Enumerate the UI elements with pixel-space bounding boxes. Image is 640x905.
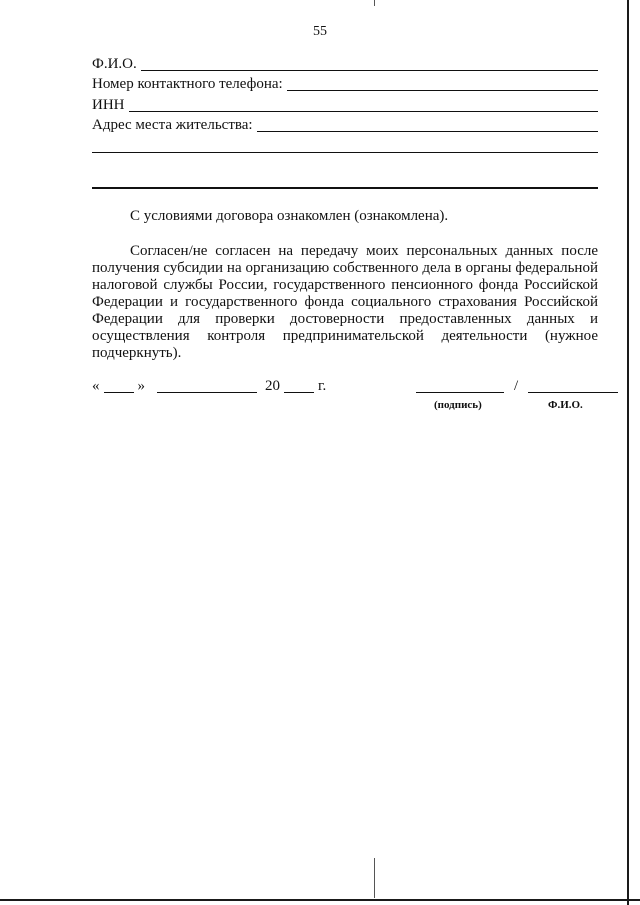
signature-row <box>416 378 622 395</box>
signature-separator: / <box>514 378 519 394</box>
acknowledgement-text: С условиями договора ознакомлен (ознакомлена). <box>130 208 449 224</box>
year-suffix: г. <box>318 378 327 394</box>
fio-label: Ф.И.О. <box>92 56 137 72</box>
address-field[interactable] <box>92 116 598 134</box>
fio-line[interactable] <box>141 55 598 71</box>
inn-label: ИНН <box>92 97 125 113</box>
address-continuation-line[interactable] <box>92 152 598 153</box>
phone-line[interactable] <box>287 75 598 91</box>
section-divider <box>92 187 598 189</box>
signature-blank[interactable] <box>416 378 504 393</box>
page-number: 55 <box>313 24 327 39</box>
date-open-quote: « <box>92 378 100 394</box>
year-prefix: 20 <box>265 378 280 394</box>
fio-field[interactable] <box>92 55 598 73</box>
name-caption: Ф.И.О. <box>548 399 583 411</box>
scan-mark-top <box>374 0 375 6</box>
phone-field[interactable] <box>92 75 598 93</box>
scan-mark-bottom <box>374 858 375 898</box>
consent-paragraph: Согласен/не согласен на передачу моих персональных данных после получения субсидии на организацию собственного дела в органы федеральной налоговой службы России, государственного пенсионного фонда Российской Федерации и государственного фонда социального страхования Российской Федерации для проверки достоверности предоставленных данных и осуществления контроля предпринимательской деятельности (нужное подчеркнуть). <box>92 243 598 361</box>
year-blank[interactable] <box>284 378 314 393</box>
inn-field[interactable] <box>92 96 598 114</box>
name-blank[interactable] <box>528 378 618 393</box>
scan-frame-bottom <box>0 899 640 901</box>
month-blank[interactable] <box>157 378 257 393</box>
date-close-quote: » <box>137 378 145 394</box>
scan-frame-right <box>627 0 629 905</box>
signature-caption: (подпись) <box>434 399 482 411</box>
address-line[interactable] <box>257 116 598 132</box>
day-blank[interactable] <box>104 378 134 393</box>
address-label: Адрес места жительства: <box>92 117 253 133</box>
inn-line[interactable] <box>129 96 599 112</box>
date-row <box>92 378 326 395</box>
phone-label: Номер контактного телефона: <box>92 76 283 92</box>
